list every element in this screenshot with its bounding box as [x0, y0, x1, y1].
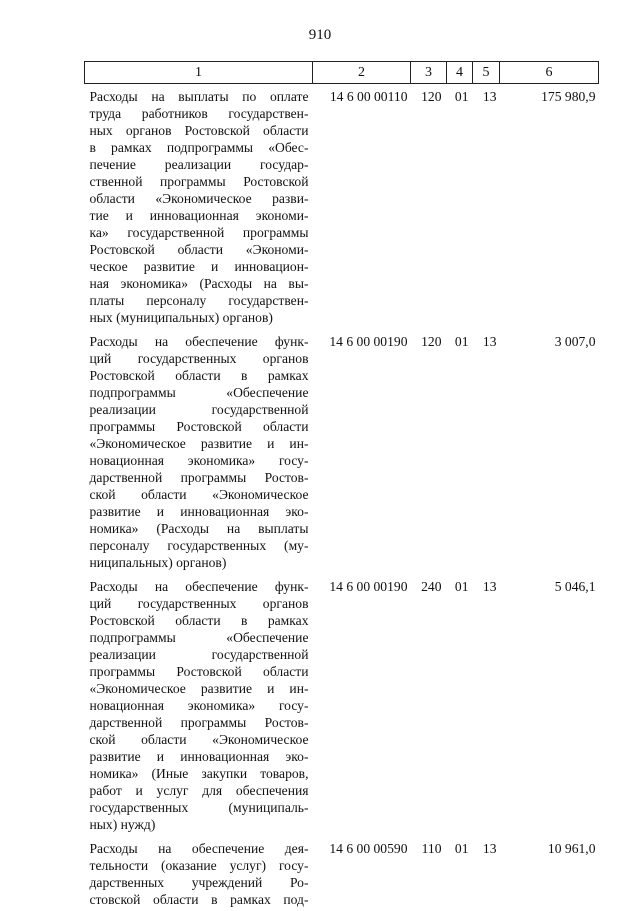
description-line: стовской области в рамках под- — [90, 891, 309, 908]
table-row — [85, 836, 599, 911]
column-header: 3 — [411, 62, 447, 84]
description-line: ций государственных органов — [90, 350, 309, 367]
expense-type-code: 120 — [411, 84, 447, 330]
description-line: ской области «Экономическое — [90, 486, 309, 503]
description-line: печение реализации государ- — [90, 156, 309, 173]
section-code: 01 — [447, 574, 473, 836]
expense-description — [85, 84, 313, 330]
description-line: новационная экономика» госу- — [90, 452, 309, 469]
description-line: государственных (муниципаль- — [90, 799, 309, 816]
description-line: ных (муниципальных) органов) — [90, 309, 309, 326]
description-line: номика» (Расходы на выплаты — [90, 520, 309, 537]
amount-value: 10 961,0 — [500, 836, 599, 911]
description-line: ка» государственной программы — [90, 224, 309, 241]
description-line: Ростовской области «Экономи- — [90, 241, 309, 258]
description-line: работ и услуг для обеспечения — [90, 782, 309, 799]
description-line: труда работников государствен- — [90, 105, 309, 122]
page-number: 910 — [0, 27, 640, 44]
description-line: платы персоналу государствен- — [90, 292, 309, 309]
expense-description — [85, 329, 313, 574]
description-line: дарственной программы Ростов- — [90, 469, 309, 486]
description-line: ниципальных) органов) — [90, 554, 309, 571]
table-row — [85, 574, 599, 836]
section-code: 01 — [447, 836, 473, 911]
description-line: ных органов Ростовской области — [90, 122, 309, 139]
description-line: Расходы на обеспечение функ- — [90, 578, 309, 595]
description-line: тельности (оказание услуг) госу- — [90, 857, 309, 874]
description-line: «Экономическое развитие и ин- — [90, 680, 309, 697]
description-line: ная экономика» (Расходы на вы- — [90, 275, 309, 292]
description-line: программы Ростовской области — [90, 663, 309, 680]
column-header: 2 — [313, 62, 411, 84]
description-line: дарственных учреждений Ро- — [90, 874, 309, 891]
description-line: Расходы на обеспечение функ- — [90, 333, 309, 350]
description-line: Расходы на выплаты по оплате — [90, 88, 309, 105]
description-line: области «Экономическое разви- — [90, 190, 309, 207]
description-line: «Экономическое развитие и ин- — [90, 435, 309, 452]
description-line: Ростовской области в рамках — [90, 612, 309, 629]
target-article-code: 14 6 00 00110 — [313, 84, 411, 330]
description-line: персоналу государственных (му- — [90, 537, 309, 554]
expense-type-code: 240 — [411, 574, 447, 836]
subsection-code: 13 — [473, 574, 500, 836]
description-line: ных) нужд) — [90, 816, 309, 833]
description-line: ческое развитие и инновацион- — [90, 258, 309, 275]
amount-value: 3 007,0 — [500, 329, 599, 574]
table-header — [85, 62, 599, 84]
section-code: 01 — [447, 84, 473, 330]
description-line: подпрограммы «Обеспечение — [90, 384, 309, 401]
subsection-code: 13 — [473, 329, 500, 574]
description-line: дарственной программы Ростов- — [90, 714, 309, 731]
expense-type-code: 110 — [411, 836, 447, 911]
expense-description — [85, 836, 313, 911]
amount-value: 5 046,1 — [500, 574, 599, 836]
expense-description — [85, 574, 313, 836]
description-line: ской области «Экономическое — [90, 731, 309, 748]
description-line: Расходы на обеспечение дея- — [90, 840, 309, 857]
description-line: развитие и инновационная эко- — [90, 748, 309, 765]
description-line: в рамках подпрограммы «Обес- — [90, 139, 309, 156]
expense-type-code: 120 — [411, 329, 447, 574]
table-row — [85, 84, 599, 330]
section-code: 01 — [447, 329, 473, 574]
description-line: подпрограммы «Обеспечение — [90, 629, 309, 646]
target-article-code: 14 6 00 00190 — [313, 574, 411, 836]
description-line: развитие и инновационная эко- — [90, 503, 309, 520]
column-header: 1 — [85, 62, 313, 84]
description-line: ций государственных органов — [90, 595, 309, 612]
description-line: тие и инновационная экономи- — [90, 207, 309, 224]
description-line: Ростовской области в рамках — [90, 367, 309, 384]
column-header: 4 — [447, 62, 473, 84]
target-article-code: 14 6 00 00590 — [313, 836, 411, 911]
description-line: реализации государственной — [90, 401, 309, 418]
description-line: программы Ростовской области — [90, 418, 309, 435]
description-line: реализации государственной — [90, 646, 309, 663]
description-line: ственной программы Ростовской — [90, 173, 309, 190]
amount-value: 175 980,9 — [500, 84, 599, 330]
description-line: новационная экономика» госу- — [90, 697, 309, 714]
description-line: номика» (Иные закупки товаров, — [90, 765, 309, 782]
column-number-row — [85, 62, 599, 84]
target-article-code: 14 6 00 00190 — [313, 329, 411, 574]
subsection-code: 13 — [473, 84, 500, 330]
table-row — [85, 329, 599, 574]
budget-table — [84, 61, 599, 911]
subsection-code: 13 — [473, 836, 500, 911]
table-body — [85, 84, 599, 911]
column-header: 5 — [473, 62, 500, 84]
column-header: 6 — [500, 62, 599, 84]
